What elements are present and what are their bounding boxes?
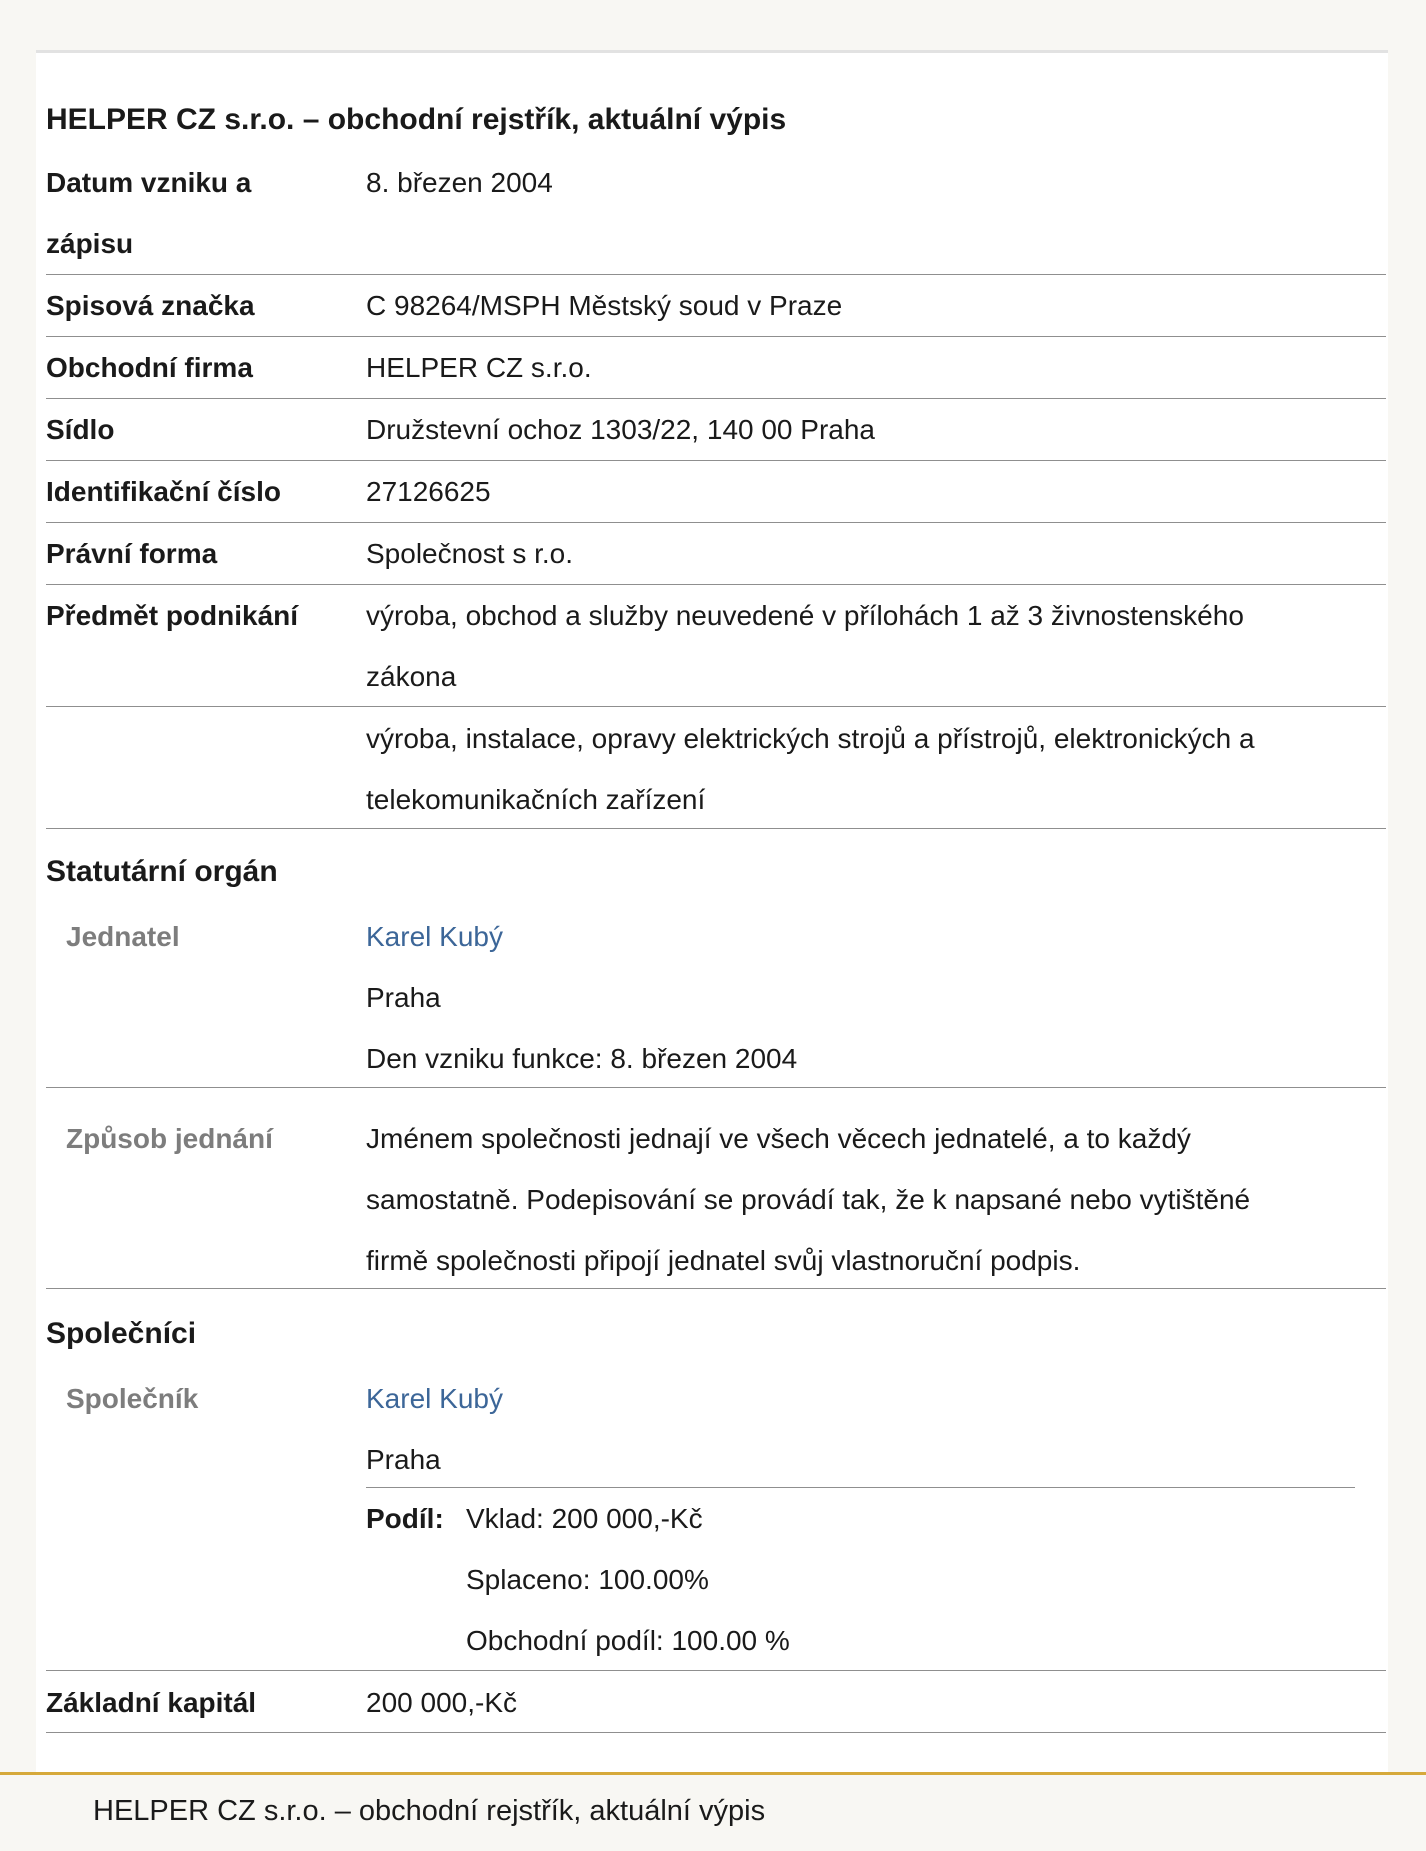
row-obchodni-firma <box>46 337 1386 399</box>
spisova-label: Spisová značka <box>46 290 255 321</box>
row-predmet-podnikani-2 <box>46 708 1386 829</box>
kapital-label: Základní kapitál <box>46 1687 257 1718</box>
ico-value: 27126625 <box>366 476 491 507</box>
firma-value: HELPER CZ s.r.o. <box>366 352 592 383</box>
forma-label: Právní forma <box>46 538 218 569</box>
spolecnik-name-link[interactable]: Karel Kubý <box>366 1383 503 1414</box>
kapital-value: 200 000,-Kč <box>366 1687 517 1718</box>
jednatel-city: Praha <box>366 982 441 1013</box>
podil-values <box>466 1488 790 1671</box>
predmet-item-2: výroba, instalace, opravy elektrických strojů a přístrojů, elektronických a telekomunikačních zařízení <box>366 723 1255 815</box>
jednatel-name-link[interactable]: Karel Kubý <box>366 921 503 952</box>
spisova-value: C 98264/MSPH Městský soud v Praze <box>366 290 843 321</box>
jednatel-value <box>366 906 1366 1089</box>
divider-spolecnici <box>46 1670 1386 1671</box>
jednatel-since: Den vzniku funkce: 8. březen 2004 <box>366 1043 798 1074</box>
jednatel-label: Jednatel <box>66 921 180 952</box>
section-statutarni-organ: Statutární orgán <box>46 855 278 888</box>
row-predmet-podnikani <box>46 585 1386 707</box>
spolecnik-label: Společník <box>66 1383 199 1414</box>
row-ico <box>46 461 1386 523</box>
footer-bar <box>0 1772 1426 1851</box>
footer-title: HELPER CZ s.r.o. – obchodní rejstřík, aktuální výpis <box>93 1795 766 1827</box>
sidlo-value: Družstevní ochoz 1303/22, 140 00 Praha <box>366 414 876 445</box>
datum-label: Datum vzniku a zápisu <box>46 167 252 259</box>
row-zakladni-kapital <box>46 1672 1386 1733</box>
page-title: HELPER CZ s.r.o. – obchodní rejstřík, aktuální výpis <box>46 103 787 136</box>
forma-value: Společnost s r.o. <box>366 538 574 569</box>
predmet-label: Předmět podnikání <box>46 600 299 631</box>
row-jednatel <box>46 906 1386 1088</box>
row-spolecnik <box>46 1368 1386 1490</box>
podil-vklad: Vklad: 200 000,-Kč <box>466 1503 703 1534</box>
row-zpusob-jednani <box>46 1108 1386 1289</box>
podil-splaceno: Splaceno: 100.00% <box>466 1564 709 1595</box>
row-spisova-znacka <box>46 275 1386 337</box>
podil-block <box>366 1487 1355 1656</box>
spolecnik-value <box>366 1368 1366 1490</box>
row-sidlo <box>46 399 1386 461</box>
ico-label: Identifikační číslo <box>46 476 281 507</box>
sidlo-label: Sídlo <box>46 414 115 445</box>
podil-obchodni: Obchodní podíl: 100.00 % <box>466 1625 790 1656</box>
zpusob-value: Jménem společnosti jednají ve všech věcech jednatelé, a to každý samostatně. Podepisování se provádí tak, že k napsané nebo vytištěné firmě společnosti připojí jednatel svůj vlastnoruční podpis. <box>366 1123 1251 1276</box>
zpusob-label: Způsob jednání <box>66 1123 273 1154</box>
datum-value: 8. březen 2004 <box>366 167 553 198</box>
row-datum-vzniku <box>46 152 1386 275</box>
firma-label: Obchodní firma <box>46 352 253 383</box>
podil-label: Podíl: <box>366 1503 444 1534</box>
section-spolecnici: Společníci <box>46 1317 197 1350</box>
row-pravni-forma <box>46 523 1386 585</box>
spolecnik-city: Praha <box>366 1444 441 1475</box>
predmet-item-1: výroba, obchod a služby neuvedené v přílohách 1 až 3 živnostenského zákona <box>366 600 1244 692</box>
